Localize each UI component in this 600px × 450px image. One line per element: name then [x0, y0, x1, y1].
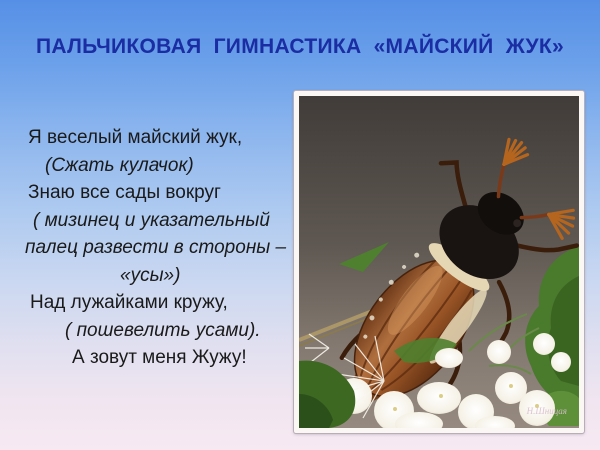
poem-line: Я веселый майский жук, — [28, 127, 243, 148]
poem-block — [0, 124, 296, 372]
poem-line: ( пошевелить усами). — [65, 319, 261, 341]
poem-line: Над лужайками кружу, — [30, 292, 228, 313]
slide-title: ПАЛЬЧИКОВАЯ ГИМНАСТИКА «МАЙСКИЙ ЖУК» — [36, 35, 564, 58]
poem-line: (Сжать кулачок) — [45, 154, 194, 176]
poem-line: «усы») — [120, 264, 181, 286]
photo-watermark: Н.Шницая — [526, 406, 567, 416]
poem-line: Знаю все сады вокруг — [28, 182, 221, 203]
beetle-photo-illustration — [299, 96, 579, 428]
poem-line: палец развести в стороны – — [25, 237, 287, 258]
poem-line: А зовут меня Жужу! — [72, 347, 247, 368]
beetle-photo — [294, 91, 584, 433]
poem-line: ( мизинец и указательный — [33, 209, 270, 231]
